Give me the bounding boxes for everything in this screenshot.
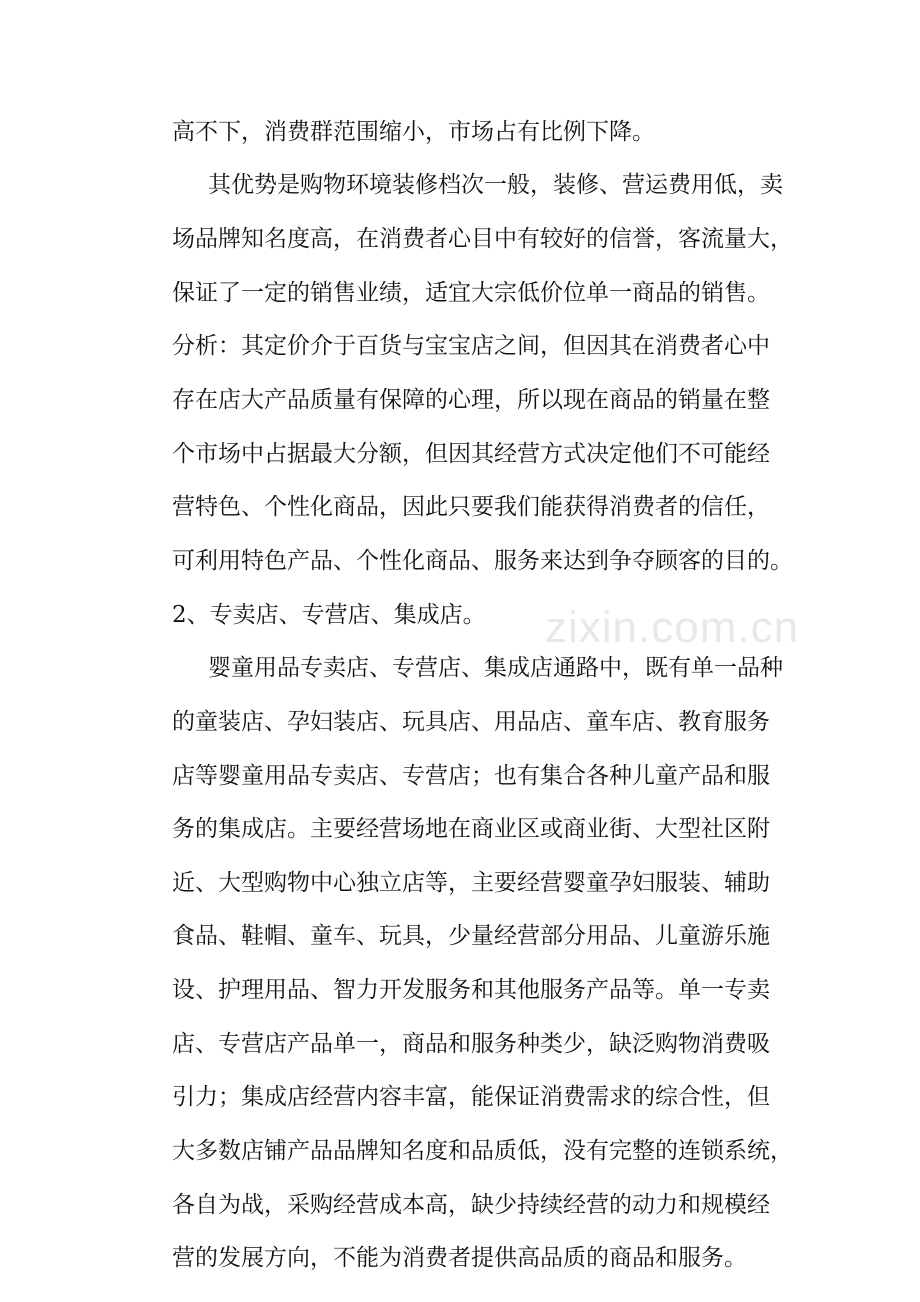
text-line: 营特色、个性化商品，因此只要我们能获得消费者的信任， [172,494,770,520]
section-heading: 2、专卖店、专营店、集成店。 [172,602,486,628]
text-line: 近、大型购物中心独立店等，主要经营婴童孕妇服装、辅助 [172,870,770,896]
text-line: 务的集成店。主要经营场地在商业区或商业街、大型社区附 [172,816,770,842]
text-line: 个市场中占据最大分额，但因其经营方式决定他们不可能经 [172,441,770,467]
text-line: 的童装店、孕妇装店、玩具店、用品店、童车店、教育服务 [172,709,770,735]
text-line: 大多数店铺产品品牌知名度和品质低，没有完整的连锁系统， [172,1138,793,1164]
text-line: 引力；集成店经营内容丰富，能保证消费需求的综合性，但 [172,1084,770,1110]
text-line: 店等婴童用品专卖店、专营店；也有集合各种儿童产品和服 [172,763,770,789]
text-line: 营的发展方向，不能为消费者提供高品质的商品和服务。 [172,1245,747,1271]
text-line: 保证了一定的销售业绩，适宜大宗低价位单一商品的销售。 [172,280,770,306]
text-line: 可利用特色产品、个性化商品、服务来达到争夺顾客的目的。 [172,548,793,574]
text-line: 高不下，消费群范围缩小，市场占有比例下降。 [172,119,655,145]
paragraph-first-line: 其优势是购物环境装修档次一般，装修、营运费用低，卖 [208,172,783,198]
text-line: 各自为战，采购经营成本高，缺少持续经营的动力和规模经 [172,1192,770,1218]
paragraph-first-line: 婴童用品专卖店、专营店、集成店通路中，既有单一品种 [208,655,783,681]
text-line: 店、专营店产品单一，商品和服务种类少，缺泛购物消费吸 [172,1031,770,1057]
text-line: 食品、鞋帽、童车、玩具，少量经营部分用品、儿童游乐施 [172,923,770,949]
text-line: 设、护理用品、智力开发服务和其他服务产品等。单一专卖 [172,977,770,1003]
text-line: 存在店大产品质量有保障的心理，所以现在商品的销量在整 [172,387,770,413]
text-line: 分析：其定价介于百货与宝宝店之间，但因其在消费者心中 [172,333,770,359]
text-line: 场品牌知名度高，在消费者心目中有较好的信誉，客流量大， [172,226,793,252]
watermark: zixin.com.cn [545,603,800,652]
